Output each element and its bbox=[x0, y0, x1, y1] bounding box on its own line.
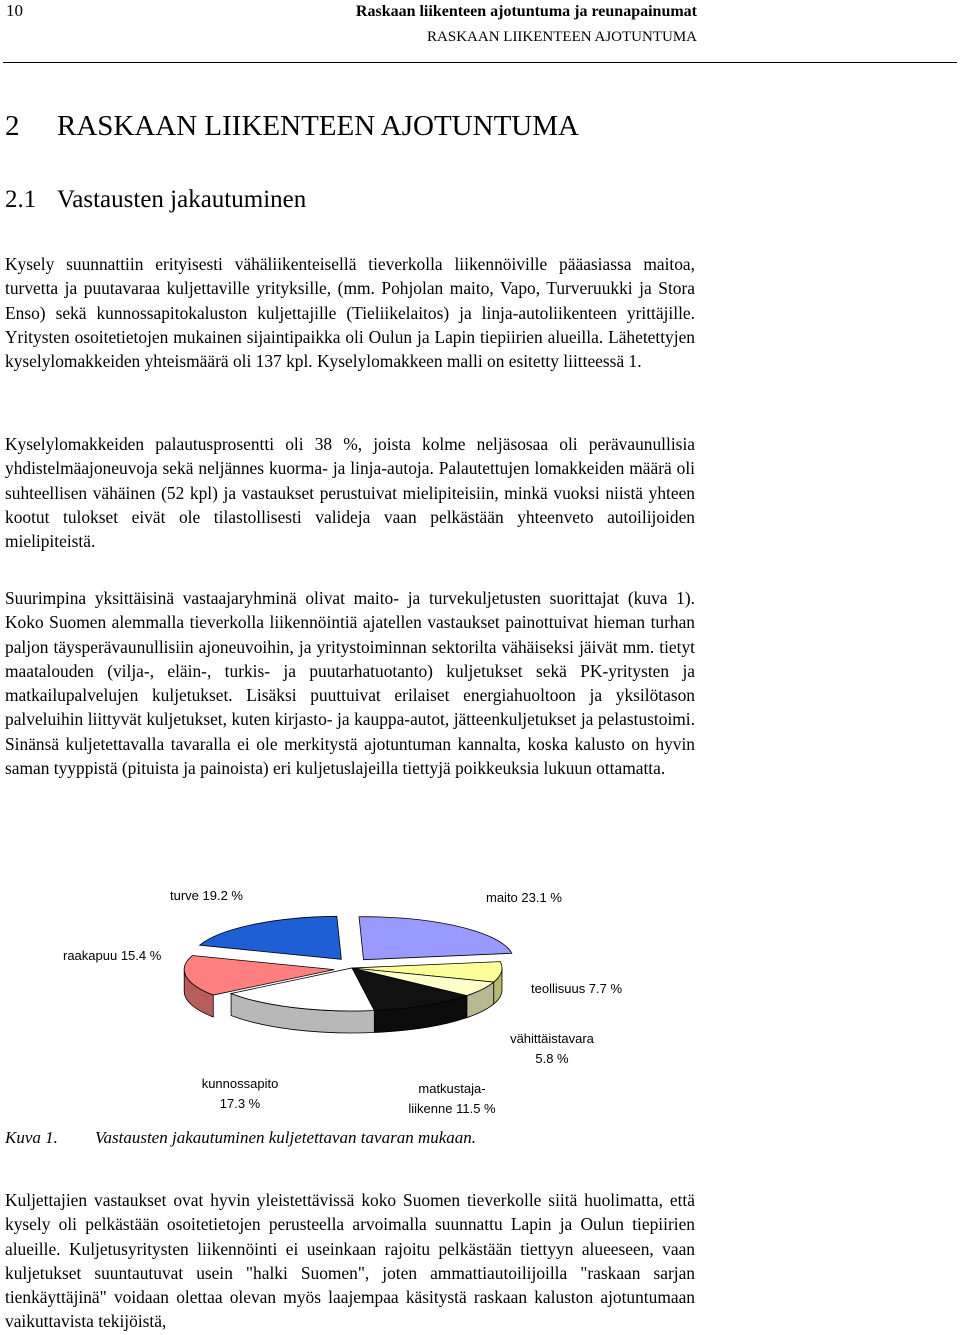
pie-chart bbox=[0, 860, 700, 1130]
section-number: 2.1 bbox=[5, 186, 37, 213]
paragraph-1: Kysely suunnattiin erityisesti vähäliikenteisellä tieverkolla liikennöiville pääasiassa maitoa, turvetta ja puutavaraa kuljettaville yrityksille, (mm. Pohjolan maito, Vapo, Turveruukki ja Stora Enso) sekä kunnossapitokaluston kuljettajille (Tieliikelaitos) ja linja-autoliikenteen yrittäjille. Yritysten osoitetietojen mukainen sijaintipaikka oli Oulun ja Lapin tiepiirien alueilla. Lähetettyjen kyselylomakkeiden yhteismäärä oli 137 kpl. Kyselylomakkeen malli on esitetty liitteessä 1. bbox=[5, 254, 695, 372]
pie-label-teollisuus: teollisuus 7.7 % bbox=[531, 981, 623, 996]
pie-label-turve: turve 19.2 % bbox=[170, 888, 243, 903]
chapter-title: RASKAAN LIIKENTEEN AJOTUNTUMA bbox=[57, 110, 579, 142]
page-number: 10 bbox=[6, 1, 23, 20]
pie-label-raakapuu: raakapuu 15.4 % bbox=[63, 948, 162, 963]
pie-label-maito: maito 23.1 % bbox=[486, 890, 562, 905]
caption-label: Kuva 1. bbox=[5, 1128, 58, 1147]
paragraph-4: Kuljettajien vastaukset ovat hyvin yleistettävissä koko Suomen tieverkolle siitä huolimatta, että kysely oli pelkästään osoitetietojen perusteella arvoimalla suunnattu Lapin ja Oulun tiepiirien alueille. Kuljetusyritysten liikennöinti ei useinkaan rajoitu pelkästään tiettyyn alueeseen, vaan kuljetukset suuntautuvat usein "halki Suomen", joten ammattiautoilijoilla "raskaan sarjan tienkäyttäjinä" voidaan olettaa olevan myös laajempaa käsitystä raskaan kaluston ajotuntumaan vaikuttavista tekijöistä, bbox=[5, 1190, 695, 1332]
paragraph-2: Kyselylomakkeiden palautusprosentti oli 38 %, joista kolme neljäsosaa oli perävaunullisia yhdistelmäajoneuvoja sekä neljännes kuorma- ja linja-autoja. Palautettujen lomakkeiden määrä oli suhteellisen vähäinen (52 kpl) ja vastaukset perustuivat mielipiteisiin, minkä vuoksi niistä yhteen kootut tulokset eivät ole tilastollisesti valideja vaan pelkästään yhteenveto autoilijoiden mielipiteistä. bbox=[5, 434, 695, 552]
figure-caption bbox=[5, 1128, 476, 1148]
section-title: Vastausten jakautuminen bbox=[57, 186, 307, 213]
paragraph-3: Suurimpina yksittäisinä vastaajaryhminä olivat maito- ja turvekuljetusten suorittajat (kuva 1). Koko Suomen alemmalla tieverkolla liikennöintiä ajatellen vastaukset painottuivat hieman turhan paljon täysperävaunullisiin ajoneuvoihin, ja yritystoiminnan sektorilta vähäiseksi jäivät mm. tietyt maatalouden (vilja-, eläin-, turkis- ja puutarhatuotanto) kuljetukset sekä PK-yritysten ja matkailupalvelujen kuljetukset. Lisäksi puuttuivat erilaiset energiahuoltoon ja yksilötason palveluihin liittyvät kuljetukset, kuten kirjasto- ja kauppa-autot, jätteenkuljetukset ja pelastustoimi. Sinänsä kuljetettavalla tavaralla ei ole merkitystä ajotuntuman kannalta, koska kalusto on hyvin saman tyyppistä (pituista ja painoista) eri kuljetuslajeilla tiettyjä poikkeuksia lukuun ottamatta. bbox=[5, 588, 695, 779]
pie-slice-maito bbox=[359, 917, 512, 960]
chapter-number: 2 bbox=[5, 110, 20, 142]
running-head bbox=[356, 1, 697, 48]
pie-label-kunnossapito: kunnossapito 17.3 % bbox=[201, 1076, 279, 1111]
pie-label-vahittaistavara: vähittäistavara 5.8 % bbox=[510, 1031, 594, 1066]
chapter-heading bbox=[5, 110, 579, 143]
pie-slice-turve bbox=[200, 916, 342, 959]
running-head-title: Raskaan liikenteen ajotuntuma ja reunapainumat bbox=[355, 3, 697, 20]
header-divider bbox=[3, 62, 957, 63]
section-heading bbox=[5, 186, 306, 214]
running-head-subtitle: RASKAAN LIIKENTEEN AJOTUNTUMA bbox=[427, 29, 697, 45]
caption-text: Vastausten jakautuminen kuljetettavan tavaran mukaan. bbox=[95, 1128, 477, 1147]
pie-label-matkustajaliikenne: matkustaja-liikenne 11.5 % bbox=[408, 1081, 496, 1116]
